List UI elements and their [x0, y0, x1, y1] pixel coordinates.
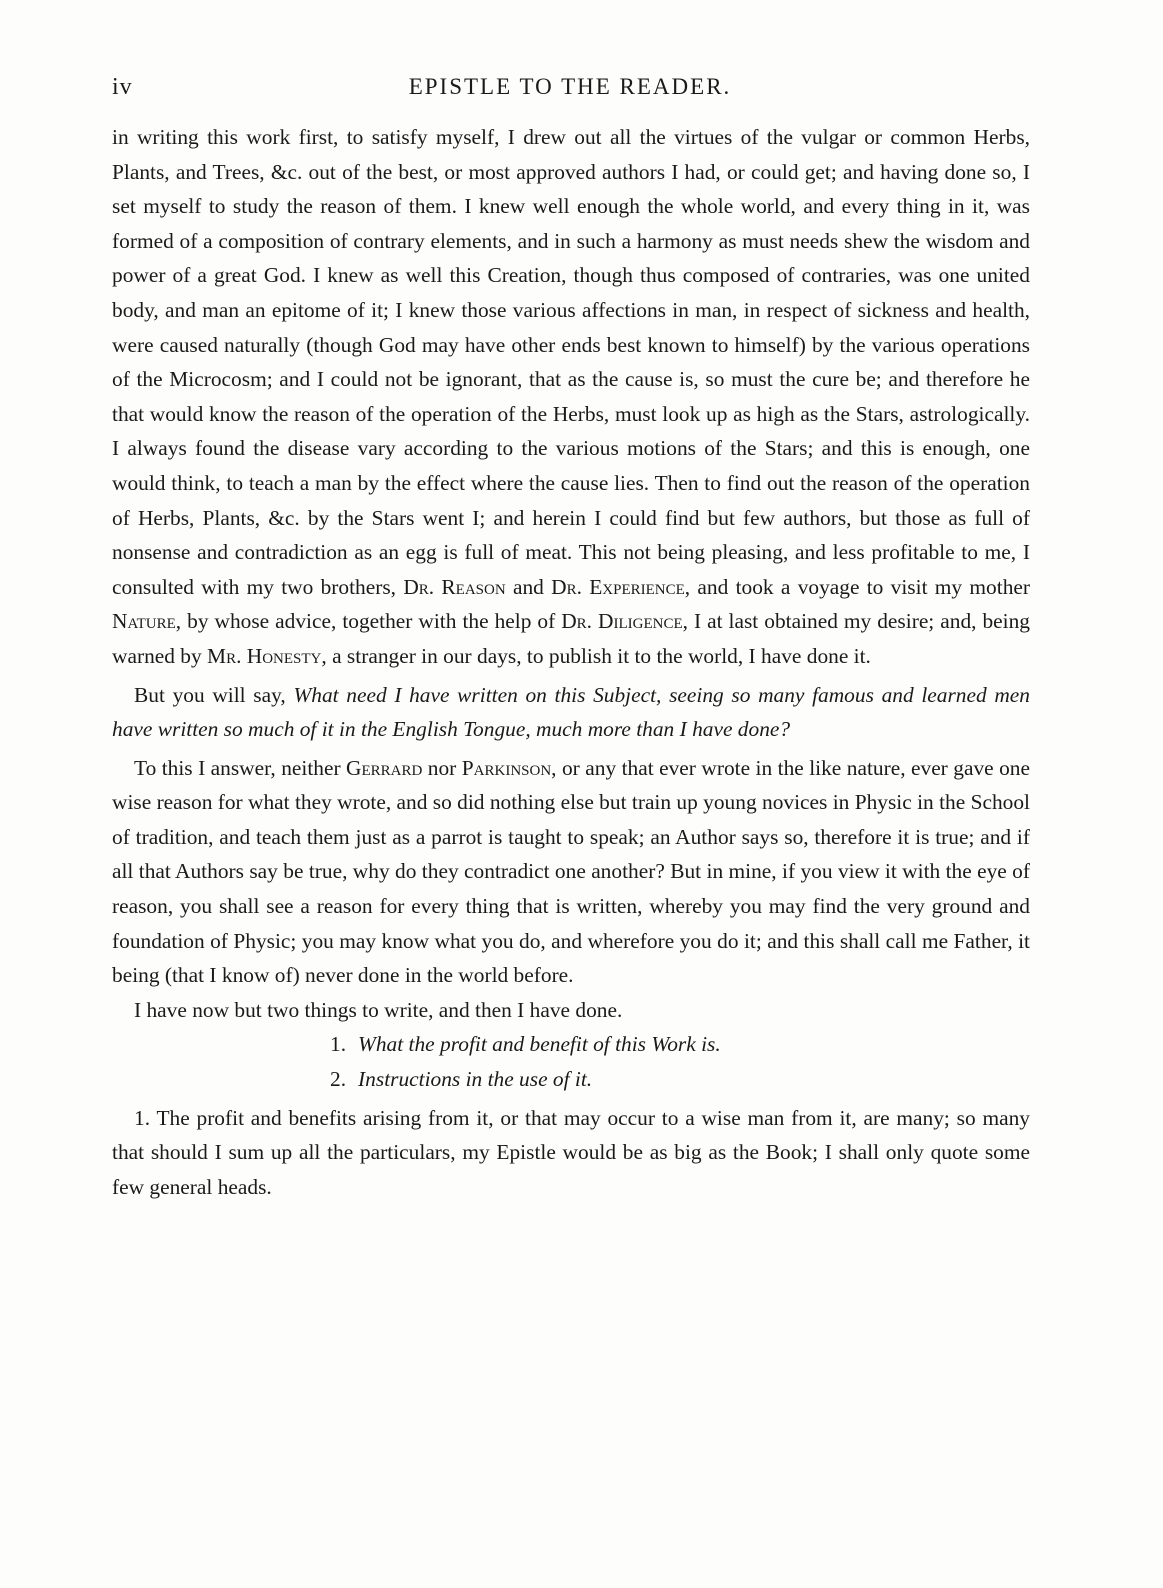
name-nature: Nature — [112, 609, 176, 634]
name-mr-honesty: Mr. Honesty — [207, 643, 322, 668]
paragraph-2-question: What need I have written on this Subject, seeing so many famous and learned men have written so much of it in the English Tongue, much more than I have done? — [112, 682, 1030, 742]
page-number: iv — [112, 74, 133, 100]
list-number: 1. — [330, 1032, 347, 1057]
paragraph-3-text-b: nor — [422, 755, 462, 780]
name-dr-diligence: Dr. Diligence — [561, 609, 683, 634]
list-number: 2. — [330, 1067, 347, 1092]
paragraph-2 — [112, 678, 1030, 747]
paragraph-3-text: To this I answer, neither — [134, 755, 347, 780]
paragraph-1-text-e: , I at last obtained my desire; and, being warned by — [112, 609, 1031, 668]
paragraph-1-text: in writing this work first, to satisfy myself, I drew out all the virtues of the vulgar or common Herbs, Plants, and Trees, &c. out of the best, or most approved authors I had, or could get; and having done so, I set myself to study the reason of them. I knew well enough the whole world, and every thing in it, was formed of a composition of contrary elements, and in such a harmony as must needs shew the wisdom and power of a great God. I knew as well this Creation, though thus composed of contraries, was one united body, and man an epitome of it; I knew those various affections in man, in respect of sickness and health, were caused naturally (though God may have other ends best known to himself) by the various operations of the Microcosm; and I could not be ignorant, that as the cause is, so must the cure be; and therefore he that would know the reason of the operation of the Herbs, must look up as high as the Stars, astrologically. I always found the disease vary according to the various motions of the Stars; and this is enough, one would think, to teach a man by the effect where the cause lies. Then to find out the reason of the operation of Herbs, Plants, &c. by the Stars went I; and herein I could find but few authors, but those as full of nonsense and contradiction as an egg is full of meat. This not being pleasing, and less profitable to me, I consulted with my two brothers, — [112, 125, 1030, 599]
list-item-text: Instructions in the use of it. — [358, 1067, 593, 1092]
paragraph-3 — [112, 751, 1030, 993]
paragraph-1-text-c: , and took a voyage to visit my mother — [684, 574, 1031, 599]
paragraph-2-text: But you will say, — [134, 682, 294, 707]
paragraph-4: I have now but two things to write, and then I have done. — [134, 997, 623, 1022]
paragraph-1 — [112, 120, 1030, 674]
body-text — [112, 120, 1030, 1204]
paragraph-5: 1. The profit and benefits arising from it, or that may occur to a wise man from it, are many; so many that should I sum up all the particulars, my Epistle would be as big as the Book; I shall only quote some few general heads. — [112, 1105, 1030, 1199]
name-dr-experience: Dr. Experience — [551, 574, 685, 599]
paragraph-1-text-b: and — [505, 574, 552, 599]
list-item-1 — [112, 1027, 1030, 1062]
name-dr-reason: Dr. Reason — [403, 574, 506, 599]
name-parkinson: Parkinson — [461, 755, 552, 780]
paragraph-1-text-d: , by whose advice, together with the help of — [175, 609, 562, 634]
list-item-2 — [112, 1062, 1030, 1097]
page-header — [112, 74, 1028, 108]
name-gerrard: Gerrard — [346, 755, 423, 780]
running-title: EPISTLE TO THE READER. — [408, 74, 732, 99]
paragraph-3-text-c: , or any that ever wrote in the like nature, ever gave one wise reason for what they wrote, and so did nothing else but train up young novices in Physic in the School of tradition, and teach them just as a parrot is taught to speak; an Author says so, therefore it is true; and if all that Authors say be true, why do they contradict one another? But in mine, if you view it with the eye of reason, you shall see a reason for every thing that is written, whereby you may find the very ground and foundation of Physic; you may know what you do, and wherefore you do it; and this shall call me Father, it being (that I know of) never done in the world before. — [112, 755, 1030, 988]
list-item-text: What the profit and benefit of this Work is. — [358, 1032, 721, 1057]
paragraph-1-text-f: , a stranger in our days, to publish it to the world, I have done it. — [321, 643, 871, 668]
